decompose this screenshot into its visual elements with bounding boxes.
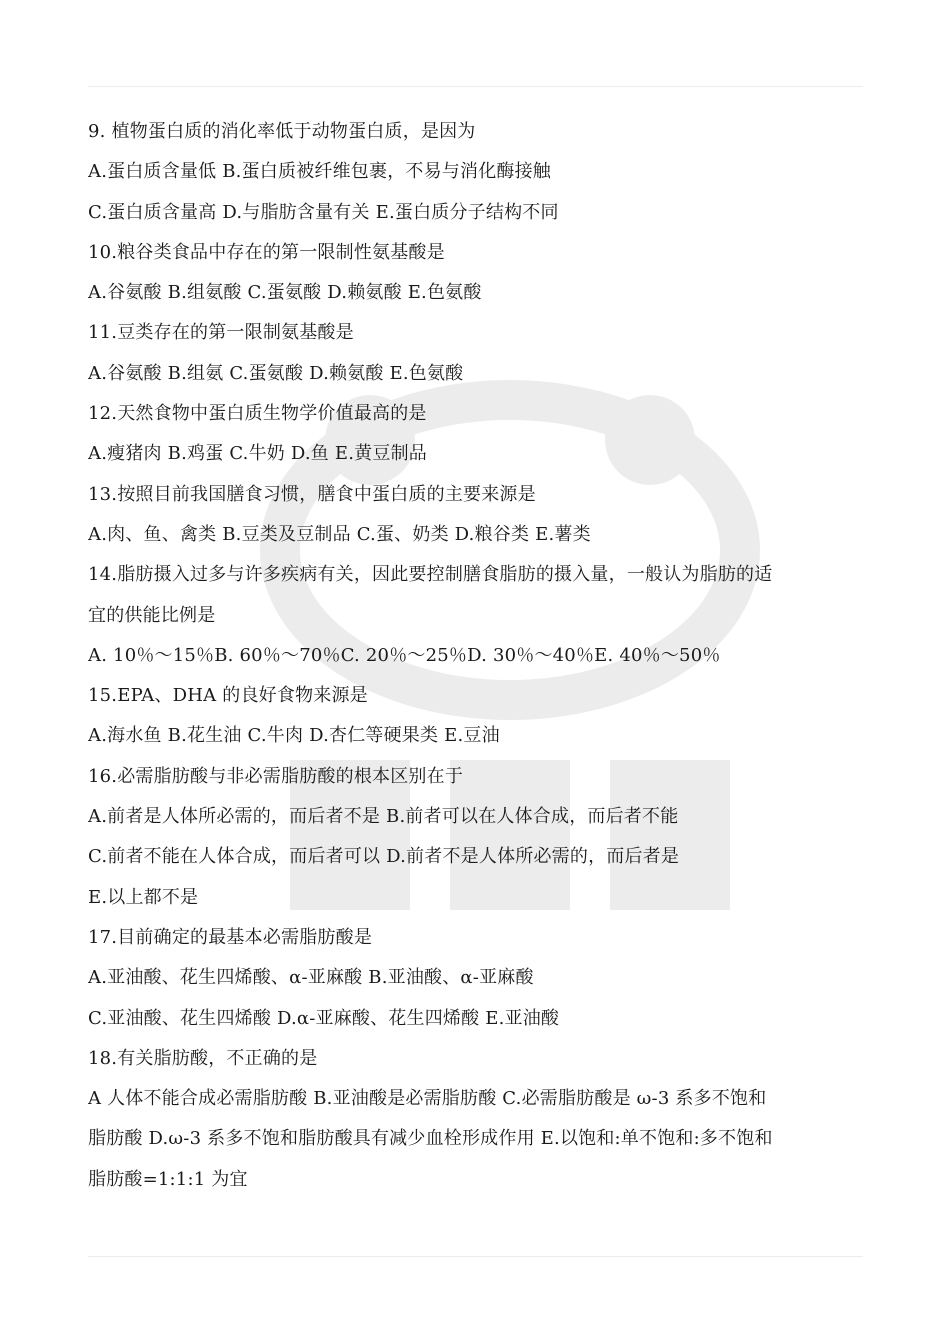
- header-rule: [88, 86, 863, 87]
- text-line: 16.必需脂肪酸与非必需脂肪酸的根本区别在于: [88, 765, 464, 787]
- text-line: A.海水鱼 B.花生油 C.牛肉 D.杏仁等硬果类 E.豆油: [88, 725, 500, 747]
- text-line: 17.目前确定的最基本必需脂肪酸是: [88, 926, 373, 948]
- text-line: A.蛋白质含量低 B.蛋白质被纤维包裹，不易与消化酶接触: [88, 161, 551, 183]
- text-line: A. 10％～15％B. 60％～70％C. 20％～25％D. 30％～40％E. 40％～50％: [88, 644, 721, 666]
- text-line: 18.有关脂肪酸，不正确的是: [88, 1047, 318, 1069]
- text-line: 宜的供能比例是: [88, 604, 216, 626]
- text-line: 脂肪酸 D.ω-3 系多不饱和脂肪酸具有减少血栓形成作用 E.以饱和:单不饱和:多不饱和: [88, 1128, 773, 1150]
- text-line: A.前者是人体所必需的，而后者不是 B.前者可以在人体合成，而后者不能: [88, 806, 679, 828]
- text-line: 11.豆类存在的第一限制氨基酸是: [88, 322, 354, 344]
- text-line: 12.天然食物中蛋白质生物学价值最高的是: [88, 403, 427, 425]
- text-line: 15.EPA、DHA 的良好食物来源是: [88, 685, 368, 707]
- text-line: A.瘦猪肉 B.鸡蛋 C.牛奶 D.鱼 E.黄豆制品: [88, 443, 427, 465]
- text-line: A.亚油酸、花生四烯酸、α-亚麻酸 B.亚油酸、α-亚麻酸: [88, 967, 534, 989]
- text-line: C.蛋白质含量高 D.与脂肪含量有关 E.蛋白质分子结构不同: [88, 201, 559, 223]
- text-line: A.谷氨酸 B.组氨 C.蛋氨酸 D.赖氨酸 E.色氨酸: [88, 362, 464, 384]
- text-line: C.前者不能在人体合成，而后者可以 D.前者不是人体所必需的，而后者是: [88, 846, 680, 868]
- text-line: E.以上都不是: [88, 886, 199, 908]
- text-line: 14.脂肪摄入过多与许多疾病有关，因此要控制膳食脂肪的摄入量，一般认为脂肪的适: [88, 564, 773, 586]
- footer-rule: [88, 1256, 863, 1257]
- text-line: 脂肪酸=1:1:1 为宜: [88, 1168, 248, 1190]
- text-line: A.肉、鱼、禽类 B.豆类及豆制品 C.蛋、奶类 D.粮谷类 E.薯类: [88, 523, 591, 545]
- text-line: A.谷氨酸 B.组氨酸 C.蛋氨酸 D.赖氨酸 E.色氨酸: [88, 282, 482, 304]
- text-line: 13.按照目前我国膳食习惯，膳食中蛋白质的主要来源是: [88, 483, 536, 505]
- text-line: 9. 植物蛋白质的消化率低于动物蛋白质，是因为: [88, 121, 476, 142]
- text-line: A 人体不能合成必需脂肪酸 B.亚油酸是必需脂肪酸 C.必需脂肪酸是 ω-3 系多不饱和: [88, 1088, 767, 1110]
- text-line: 10.粮谷类食品中存在的第一限制性氨基酸是: [88, 241, 445, 263]
- question-list: [88, 112, 868, 1200]
- text-line: C.亚油酸、花生四烯酸 D.α-亚麻酸、花生四烯酸 E.亚油酸: [88, 1007, 560, 1029]
